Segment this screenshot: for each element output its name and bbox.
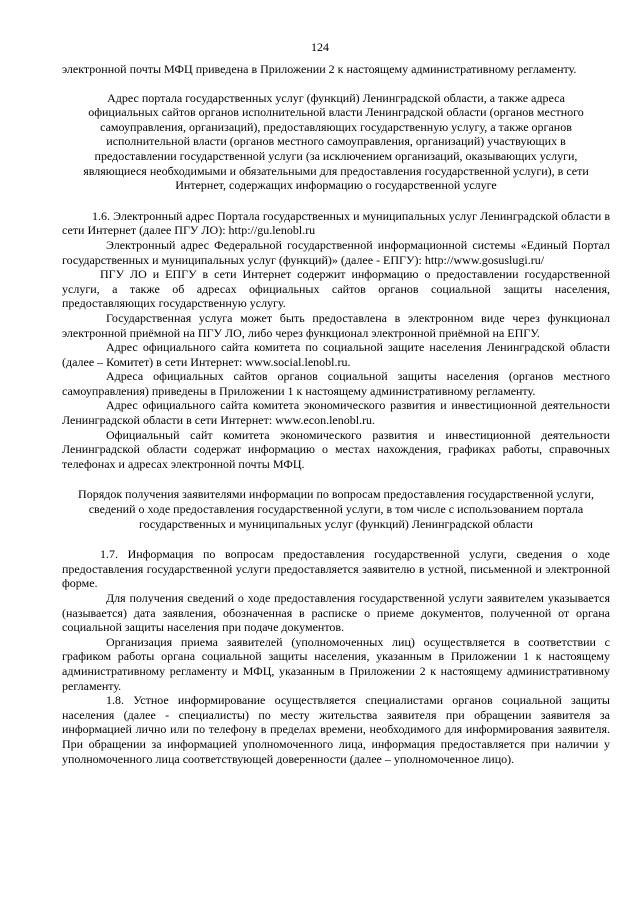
paragraph-econ-site: Адрес официального сайта комитета экономического развития и инвестиционной деятельности Ленинградской области в сети Интернет: www.econ.lenobl.ru. <box>62 398 610 428</box>
paragraph-intro: электронной почты МФЦ приведена в Приложении 2 к настоящему административному регламенту. <box>62 62 577 76</box>
section-heading-portal-addresses: Адрес портала государственных услуг (функций) Ленинградской области, а также адреса официальных сайтов органов исполнительной власти Ленинградской области (органов местного самоуправления, организаций), предоставляющих государственную услугу, а также органов исполнительной власти (органов местного самоуправления, организаций) участвующих в предоставлении государственной услуги (за исключением организаций, оказывающих услуги, являющиеся необходимыми и обязательными для предоставления государственной услуги), в сети Интернет, содержащих информацию о государственной услуге <box>83 90 589 193</box>
page-number: 124 <box>311 40 329 54</box>
paragraph-1-6: 1.6. Электронный адрес Портала государственных и муниципальных услуг Ленинградской области в сети Интернет (далее ПГУ ЛО): http://gu.lenobl.ru <box>62 208 610 238</box>
paragraph-mfc-info: Официальный сайт комитета экономического развития и инвестиционной деятельности Ленинградской области содержат информацию о местах нахождения, графиках работы, справочных телефонах и адресах электронной почты МФЦ. <box>62 427 610 471</box>
paragraph-electronic-service: Государственная услуга может быть предоставлена в электронном виде через функционал электронной приёмной на ПГУ ЛО, либо через функционал электронной приёмной на ЕПГУ. <box>62 310 610 340</box>
paragraph-social-sites: Адреса официальных сайтов органов социальной защиты населения (органов местного самоуправления) приведены в Приложении 1 к настоящему административному регламенту. <box>62 369 610 398</box>
paragraph-reception-schedule: Организация приема заявителей (уполномоченных лиц) осуществляется в соответствии с графиком работы органа социальной защиты населения, указанным в Приложении 1 к настоящему административному регламенту и МФЦ, указанным в Приложении 2 к настоящему административному регламенту. <box>62 634 610 693</box>
paragraph-committee-site: Адрес официального сайта комитета по социальной защите населения Ленинградской области (далее – Комитет) в сети Интернет: www.social.lenobl.ru. <box>62 340 610 369</box>
paragraph-epgu-address: Электронный адрес Федеральной государственной информационной системы «Единый Портал государственных и муниципальных услуг (функций)» (далее - ЕПГУ): http://www.gosuslugi.ru/ <box>62 237 610 267</box>
paragraph-1-7: 1.7. Информация по вопросам предоставления государственной услуги, сведения о ходе предоставления государственной услуги предоставляется заявителю в устной, письменной и электронной форме. <box>62 547 610 591</box>
paragraph-pgu-content: ПГУ ЛО и ЕПГУ в сети Интернет содержит информацию о предоставлении государственной услуги, а также об адресах официальных сайтов органов социальной защиты населения, предоставляющих государственную услугу. <box>62 267 610 311</box>
paragraph-1-8: 1.8. Устное информирование осуществляется специалистами органов социальной защиты населения (далее - специалисты) по месту жительства заявителя при обращении заявителя за информацией лично или по телефону в пределах времени, необходимого для информирования заявителя. При обращении за информацией уполномоченного лица, информация предоставляется при наличии у уполномоченного лица соответствующей доверенности (далее – уполномоченное лицо). <box>62 693 610 766</box>
paragraph-status-request: Для получения сведений о ходе предоставления государственной услуги заявителем указывается (называется) дата заявления, обозначенная в расписке о приеме документов, полученной от органа социальной защиты населения при подаче документов. <box>62 591 610 635</box>
page-content <box>62 62 610 766</box>
section-heading-info-procedure: Порядок получения заявителями информации по вопросам предоставления государственной услуги, сведений о ходе предоставления государственной услуги, в том числе с использованием портала государственных и муниципальных услуг (функций) Ленинградской области <box>78 487 594 531</box>
